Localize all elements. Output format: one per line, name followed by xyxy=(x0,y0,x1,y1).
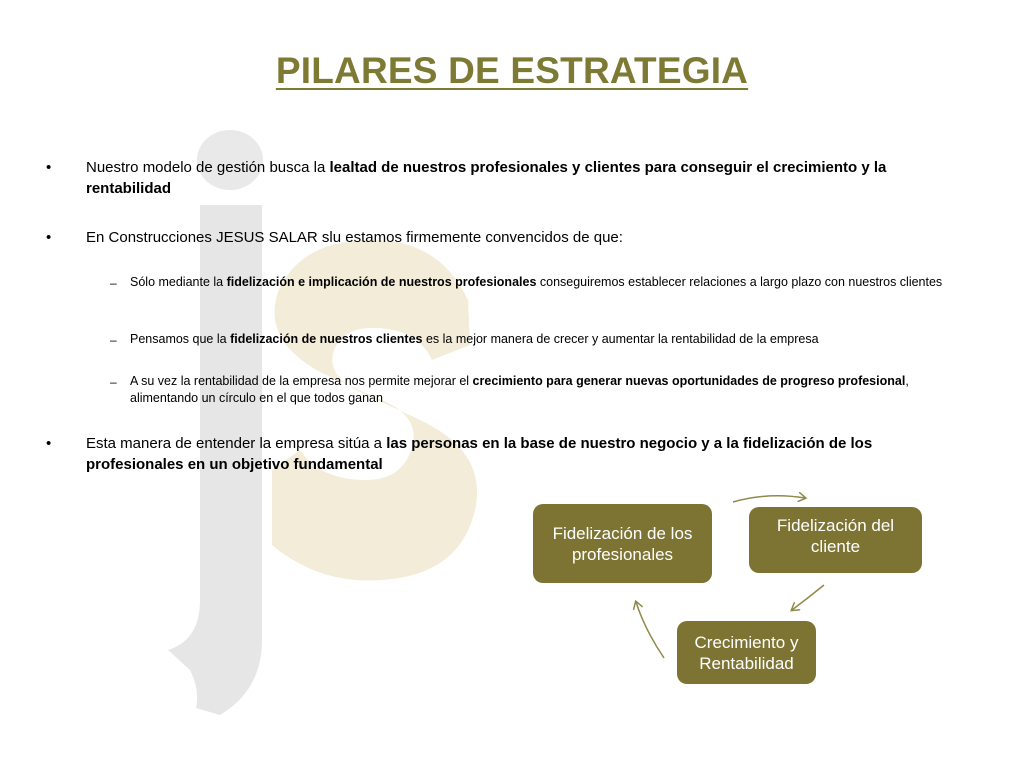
bullet-marker: • xyxy=(46,159,52,176)
bullet-marker: • xyxy=(46,229,52,246)
cycle-box-label: Fidelización de los profesionales xyxy=(552,523,693,564)
subbullet-text-plain-end: es la mejor manera de crecer y aumentar la rentabilidad de la empresa xyxy=(422,332,819,346)
dash-marker: – xyxy=(110,276,117,290)
arrow-professionals-to-client xyxy=(733,496,805,502)
dash-marker: – xyxy=(110,333,117,347)
cycle-box-label: Fidelización del cliente xyxy=(776,516,895,556)
subbullet-text-bold: fidelización de nuestros clientes xyxy=(230,332,423,346)
subbullet-text-bold: crecimiento para generar nuevas oportunidades de progreso profesional xyxy=(472,374,906,388)
cycle-box-label: Crecimiento y Rentabilidad xyxy=(694,632,799,673)
subbullet-text-plain: A su vez la rentabilidad de la empresa nos permite mejorar el xyxy=(130,374,473,388)
bullet-text-bold: las personas en la base de nuestro negocio y a la fidelización de los profesionales en un objetivo fundamental xyxy=(86,435,873,473)
arrow-growth-to-professionals xyxy=(636,602,664,658)
bullet-text-plain: En Construcciones JESUS SALAR slu estamos firmemente convencidos de que: xyxy=(86,229,623,246)
dash-marker: – xyxy=(110,375,117,389)
subbullet-text-plain: Sólo mediante la xyxy=(130,275,227,289)
subbullet-text-bold: fidelización e implicación de nuestros profesionales xyxy=(226,275,537,289)
bullet-text-bold: lealtad de nuestros profesionales y clientes para conseguir el crecimiento y la rentabilidad xyxy=(86,159,887,197)
bullet-marker: • xyxy=(46,435,52,452)
subbullet-text-plain-end: , alimentando un círculo en el que todos ganan xyxy=(130,374,909,405)
bullet-text-plain: Esta manera de entender la empresa sitúa a xyxy=(86,435,387,452)
bullet-text-plain: Nuestro modelo de gestión busca la xyxy=(86,159,330,176)
subbullet-text-plain: Pensamos que la xyxy=(130,332,231,346)
arrow-client-to-growth xyxy=(792,585,824,610)
page-title: PILARES DE ESTRATEGIA xyxy=(275,50,749,91)
subbullet-text-plain-end: conseguiremos establecer relaciones a largo plazo con nuestros clientes xyxy=(536,275,943,289)
